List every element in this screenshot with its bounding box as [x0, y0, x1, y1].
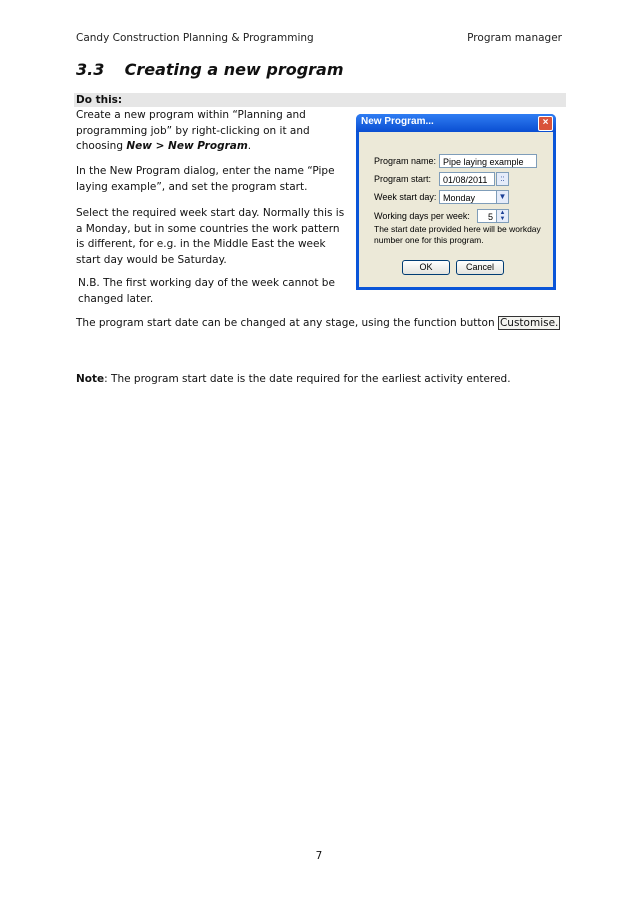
paragraph-customise — [76, 316, 566, 332]
dialog-titlebar — [356, 114, 556, 132]
header-left: Candy Construction Planning & Programming — [76, 32, 314, 44]
program-start-label: Program start: — [374, 174, 432, 184]
paragraph-week-start: Select the required week start day. Normally this is a Monday, but in some countries the work pattern is different, for e.g. in the Middle East the week start day would be Saturday. — [76, 207, 345, 266]
section-heading — [76, 60, 566, 79]
header-right: Program manager — [467, 32, 562, 44]
paragraph-customise-text: The program start date can be changed at any stage, using the function button — [76, 317, 498, 329]
menu-path: New > New Program — [126, 140, 248, 152]
section-title: Creating a new program — [124, 60, 344, 79]
section-number: 3.3 — [76, 60, 105, 79]
ok-button[interactable]: OK — [402, 260, 450, 275]
paragraph-note — [76, 372, 566, 388]
close-icon[interactable]: × — [538, 116, 553, 131]
chevron-down-icon[interactable]: ▼ — [496, 190, 509, 204]
program-name-label: Program name: — [374, 156, 437, 166]
page-number: 7 — [315, 850, 323, 862]
week-start-label: Week start day: — [374, 192, 437, 202]
working-days-input[interactable]: 5 — [477, 209, 497, 223]
dialog-body — [359, 132, 553, 287]
program-start-input[interactable]: 01/08/2011 — [439, 172, 495, 186]
paragraph-create-end: . — [247, 140, 252, 152]
new-program-dialog — [356, 114, 556, 290]
program-name-input[interactable]: Pipe laying example — [439, 154, 537, 168]
date-picker-icon[interactable]: :: — [496, 172, 509, 186]
paragraph-create-text: Create a new program within “Planning and programming job” by right-clicking on it and choosing — [76, 109, 310, 152]
customise-button-reference: Customise. — [499, 317, 559, 329]
do-this-label: Do this: — [74, 93, 566, 107]
note-text: : The program start date is the date required for the earliest activity entered. — [104, 373, 511, 385]
note-label: Note — [76, 373, 105, 385]
cancel-button[interactable]: Cancel — [456, 260, 504, 275]
dialog-title: New Program... — [361, 116, 434, 127]
week-start-select[interactable]: Monday — [439, 190, 509, 204]
paragraph-dialog: In the New Program dialog, enter the name “Pipe laying example”, and set the program start. — [76, 165, 335, 193]
paragraph-create — [76, 108, 351, 155]
working-days-label: Working days per week: — [374, 211, 470, 221]
dialog-info-text: The start date provided here will be workday number one for this program. — [374, 224, 541, 245]
spinner-icon[interactable]: ▲ ▼ — [496, 209, 509, 223]
paragraph-nb: N.B. The first working day of the week cannot be changed later. — [78, 277, 335, 305]
